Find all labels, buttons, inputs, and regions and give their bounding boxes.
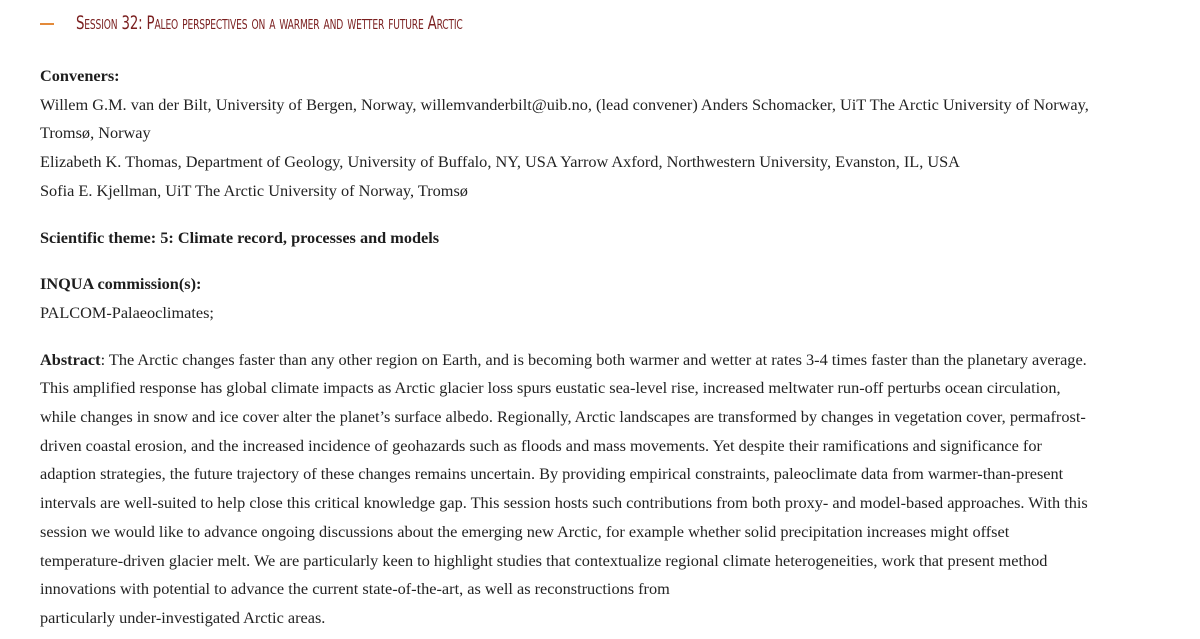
abstract-line: particularly under-investigated Arctic areas.	[40, 607, 326, 627]
abstract-line: session we would like to advance ongoing discussions about the emerging new Arctic, for example whether solid precipitation increases might offset	[40, 521, 1010, 541]
toggle-dash-icon[interactable]	[40, 23, 54, 25]
commission-label: INQUA commission(s):	[40, 274, 202, 294]
abstract-text: : The Arctic changes faster than any other region on Earth, and is becoming both warmer and wetter at rates 3-4 times faster than the planetary average.	[100, 349, 1087, 369]
conveners-label: Conveners:	[40, 66, 120, 85]
abstract-label: Abstract	[40, 349, 101, 369]
abstract-line: driven coastal erosion, and the increased incidence of geohazards such as floods and mass movements. Yet despite their ramifications and significance for	[40, 435, 1042, 455]
session-title: Session 32: Paleo perspectives on a warmer and wetter future Arctic	[76, 12, 463, 34]
convener-line: Willem G.M. van der Bilt, University of Bergen, Norway, willemvanderbilt@uib.no, (lead convener) Anders Schomacker, UiT The Arctic University of Norway,	[40, 94, 1089, 114]
abstract-line: This amplified response has global climate impacts as Arctic glacier loss spurs eustatic sea-level rise, increased meltwater run-off perturbs ocean circulation,	[40, 378, 1061, 398]
commission-value: PALCOM-Palaeoclimates;	[40, 302, 214, 322]
abstract-line: intervals are well-suited to help close this critical knowledge gap. This session hosts such contributions from both proxy- and model-based approaches. With this	[40, 493, 1088, 513]
abstract-line: innovations with potential to advance the current state-of-the-art, as well as reconstructions from	[40, 579, 670, 599]
convener-line: Tromsø, Norway	[40, 123, 151, 143]
scientific-theme: Scientific theme: 5: Climate record, processes and models	[40, 227, 440, 247]
abstract-line	[40, 346, 1190, 375]
abstract-line: temperature-driven glacier melt. We are particularly keen to highlight studies that contextualize regional climate heterogeneities, work that present method	[40, 550, 1048, 570]
session-content	[40, 62, 1190, 633]
abstract-section	[40, 346, 1190, 633]
abstract-line: adaption strategies, the future trajectory of these changes remains uncertain. By providing empirical constraints, paleoclimate data from warmer-than-present	[40, 464, 1064, 484]
commission-section	[40, 270, 1190, 327]
theme-section	[40, 224, 1190, 253]
session-header[interactable]	[40, 6, 1190, 40]
convener-line: Sofia E. Kjellman, UiT The Arctic University of Norway, Tromsø	[40, 180, 468, 200]
abstract-line: while changes in snow and ice cover alter the planet’s surface albedo. Regionally, Arctic landscapes are transformed by changes in vegetation cover, permafrost-	[40, 407, 1086, 427]
conveners-section	[40, 62, 1190, 206]
convener-line: Elizabeth K. Thomas, Department of Geology, University of Buffalo, NY, USA Yarrow Axford, Northwestern University, Evanston, IL, USA	[40, 152, 960, 172]
